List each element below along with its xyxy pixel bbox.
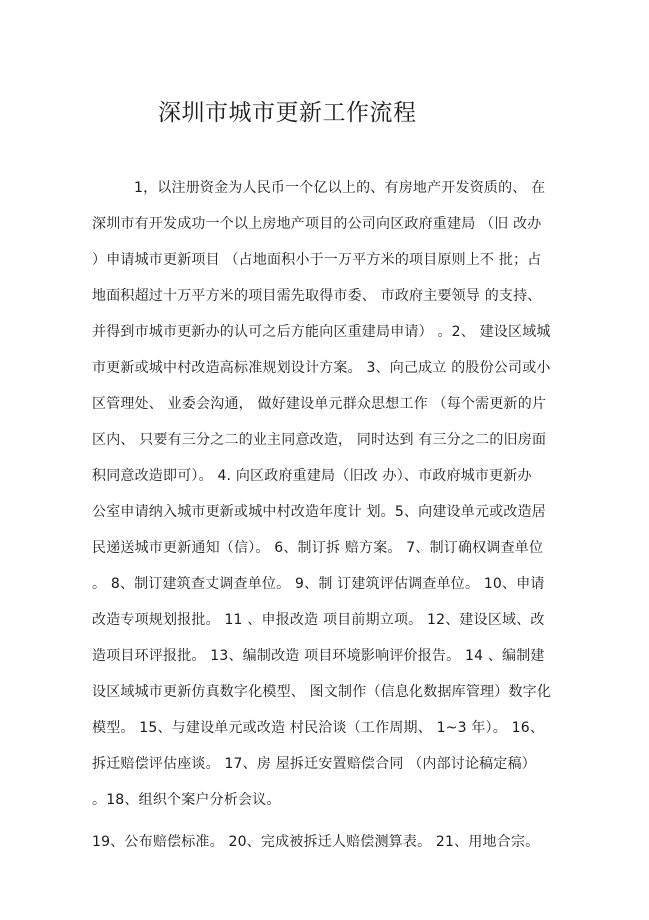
text-line: 。18、组织个案户分析会议。 — [92, 792, 281, 808]
text-line: 积同意改造即可）。 4. 向区政府重建局（旧改 办）、市政府城市更新办 — [92, 468, 532, 484]
text-line: 模型。 15、与建设单元或改造 村民洽谈（工作周期、 1~3 年）。 16、 — [92, 720, 545, 736]
text-line: 民递送城市更新通知（信）。 6、制订拆 赔方案。 7、制订确权调查单位 — [92, 540, 544, 556]
text-line: 设区域城市更新仿真数字化模型、 图文制作（信息化数据库管理）数字化 — [92, 684, 552, 700]
document-title: 深圳市城市更新工作流程 — [158, 100, 417, 126]
text-line: 。 8、制订建筑查丈调查单位。 9、制 订建筑评估调查单位。 10、申请 — [92, 576, 545, 592]
text-line: 1，以注册资金为人民币一个亿以上的、有房地产开发资质的、 在 — [134, 180, 546, 196]
text-line: 区内、 只要有三分之二的业主同意改造， 同时达到 有三分之二的旧房面 — [92, 432, 547, 448]
text-line: 并得到市城市更新办的认可之后方能向区重建局申请） 。2、 建设区域城 — [92, 324, 551, 340]
text-line: 拆迁赔偿评估座谈。 17、房 屋拆迁安置赔偿合同 （内部讨论稿定稿） — [92, 756, 536, 772]
text-line: 改造专项规划报批。 11 、申报改造 项目前期立项。 12、建设区域、改 — [92, 612, 545, 628]
text-line: 区管理处、 业委会沟通， 做好建设单元群众思想工作 （每个需更新的片 — [92, 396, 547, 412]
text-line: 市更新或城中村改造高标准规划设计方案。 3、向己成立 的股份公司或小 — [92, 360, 551, 376]
text-line: 深圳市有开发成功一个以上房地产项目的公司向区政府重建局 （旧 改办 — [92, 216, 542, 232]
text-line: ）申请城市更新项目 （占地面积小于一万平方米的项目原则上不 批；占 — [92, 252, 542, 268]
text-line: 造项目环评报批。 13、编制改造 项目环境影响评价报告。 14 、编制建 — [92, 648, 545, 664]
text-line: 公室申请纳入城市更新或城中村改造年度计 划。5、向建设单元或改造居 — [92, 504, 546, 520]
text-line: 地面积超过十万平方米的项目需先取得市委、 市政府主要领导 的支持、 — [92, 288, 542, 304]
text-line: 19、公布赔偿标准。 20、完成被拆迁人赔偿测算表。 21、用地合宗。 — [92, 834, 540, 850]
